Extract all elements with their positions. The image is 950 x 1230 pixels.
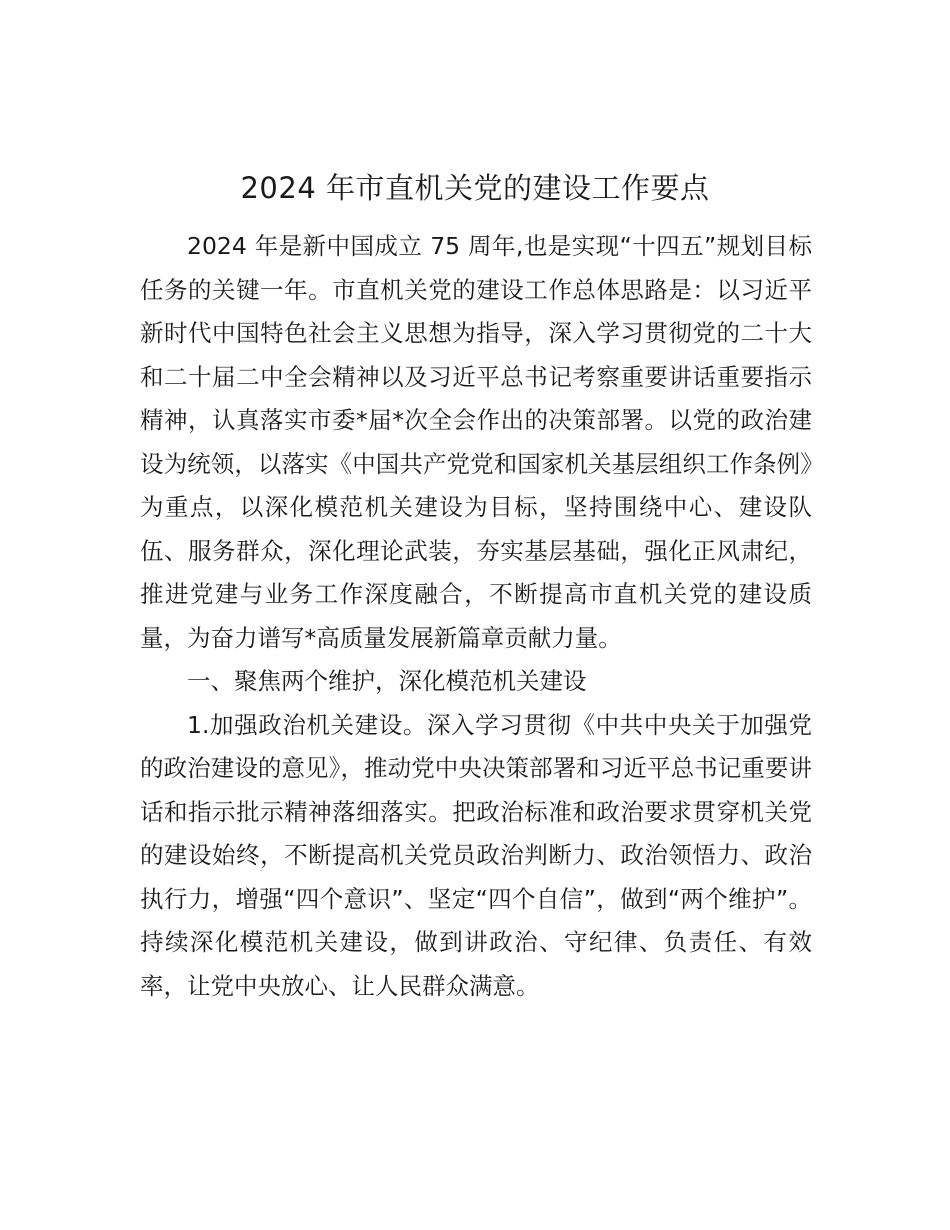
section-paragraph: 1.加强政治机关建设。深入学习贯彻《中共中央关于加强党的政治建设的意见》，推动党中央决策部署和习近平总书记重要讲话和指示批示精神落细落实。把政治标准和政治要求贯穿机关党的建设始终，不断提高机关党员政治判断力、政治领悟力、政治执行力，增强“四个意识”、坚定“四个自信”，做到“两个维护”。持续深化模范机关建设，做到讲政治、守纪律、负责任、有效率，让党中央放心、让人民群众满意。: [140, 710, 812, 1000]
section-heading: 一、聚焦两个维护，深化模范机关建设: [187, 667, 587, 695]
document-body: [140, 225, 812, 1008]
intro-paragraph: 2024 年是新中国成立 75 周年,也是实现“十四五”规划目标任务的关键一年。市直机关党的建设工作总体思路是：以习近平新时代中国特色社会主义思想为指导，深入学习贯彻党的二十大和二十届二中全会精神以及习近平总书记考察重要讲话重要指示精神，认真落实市委*届*次全会作出的决策部署。以党的政治建设为统领，以落实《中国共产党党和国家机关基层组织工作条例》为重点，以深化模范机关建设为目标，坚持围绕中心、建设队伍、服务群众，深化理论武装，夯实基层基础，强化正风肃纪，推进党建与业务工作深度融合，不断提高市直机关党的建设质量，为奋力谱写*高质量发展新篇章贡献力量。: [140, 232, 812, 652]
document-title: 2024 年市直机关党的建设工作要点: [240, 171, 710, 205]
